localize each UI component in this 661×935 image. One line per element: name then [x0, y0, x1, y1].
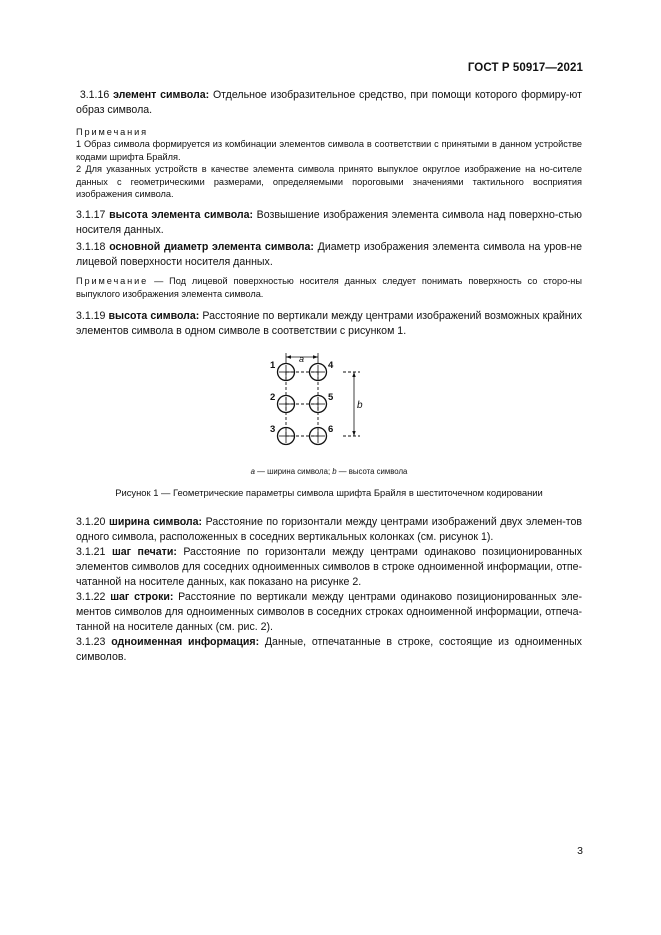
definition-text: Расстояние по горизонтали между центрами одинаково позиционированных элементов символов для соседних одноименных символов в строке одноименной информации, отпе-чатанной на носителе данных, как показано на рисунке 2. [76, 546, 582, 589]
definition-text: Возвышение изображения элемента символа над поверхно-стью носителя данных. [76, 208, 582, 236]
term: высота элемента символа: [109, 208, 254, 221]
clause-number: 3.1.18 [76, 240, 106, 253]
figure-legend [76, 467, 582, 476]
clause-number: 3.1.16 [79, 89, 110, 101]
term: шаг строки: [110, 591, 174, 604]
clause-number: 3.1.20 [76, 516, 106, 529]
dot-label-1: 1 [270, 360, 276, 372]
legend-symbol-b: b [332, 467, 337, 477]
dimension-label-a: a [299, 354, 305, 365]
clause-number: 3.1.22 [76, 591, 106, 604]
term: основной диаметр элемента символа: [109, 240, 314, 253]
term: элемент символа: [113, 89, 210, 101]
definition-3-1-21 [76, 545, 582, 590]
definition-3-1-23 [76, 635, 582, 665]
braille-cell-diagram [76, 353, 582, 461]
arrow-b-top [352, 372, 355, 377]
definition-3-1-22 [76, 590, 582, 635]
definition-text: Отдельное изобразительное средство, при помощи которого формиру-ют образ символа. [76, 89, 582, 116]
note-heading: Примечание [76, 275, 149, 286]
clause-number: 3.1.19 [76, 310, 106, 323]
term: шаг печати: [111, 546, 177, 559]
dimension-label-b: b [357, 400, 363, 412]
note-text: — Под лицевой поверхностью носителя данных следует понимать поверхность со сторо-ны выпуклого изображения элемента символа. [76, 275, 582, 299]
note-1: 1 Образ символа формируется из комбинации элементов символа в соответствии с принятыми в данном устройстве кодами шрифта Брайля. [76, 139, 582, 162]
dot-label-4: 4 [328, 360, 334, 372]
arrow-b-bottom [352, 431, 355, 436]
definition-3-1-16 [76, 88, 582, 118]
definition-3-1-18 [76, 240, 582, 270]
legend-text-b: — высота символа [336, 467, 408, 477]
definition-text: Расстояние по вертикали между центрами одинаково позиционированных элe-ментов символов для одноименных символов в соседних строках одноименной информации, отпеча-танной на носителе данных (см. рис. 2). [76, 591, 582, 634]
standard-designation: ГОСТ Р 50917—2021 [467, 62, 583, 74]
legend-symbol-a: a [250, 467, 255, 477]
dot-label-2: 2 [270, 392, 276, 404]
dot-label-5: 5 [328, 392, 334, 404]
definition-text: Диаметр изображения элемента символа на уров-не лицевой поверхности носителя данных. [76, 240, 583, 268]
definition-text: Расстояние по горизонтали между центрами изображений двух элемен-тов одного символа, расположенных в соседних вертикальных колонках (см. рисунок 1). [76, 516, 582, 544]
figure-title: Рисунок 1 — Геометрические параметры символа шрифта Брайля в шеститочечном кодировании [115, 487, 543, 499]
dot-label-3: 3 [270, 424, 276, 436]
note-2: 2 Для указанных устройств в качестве элемента символа принято выпуклое округлое изображение на но-сителе данных с геометрическими размерами, определяемыми пороговыми значениями тактильного восприятия изображения символа. [76, 164, 582, 200]
legend-text-a: — ширина символа; [254, 467, 333, 477]
definition-text: Расстояние по вертикали между центрами изображений возможных крайних элементов символа в одном символе в соответствии с рисунком 1. [76, 310, 582, 338]
note-surface [76, 275, 582, 300]
definition-3-1-17 [76, 208, 582, 238]
definition-3-1-20 [76, 515, 582, 545]
term: одноименная информация: [111, 636, 260, 649]
arrow-a-left [286, 355, 291, 358]
term: высота символа: [108, 310, 200, 323]
clause-number: 3.1.17 [76, 208, 106, 221]
definition-text: Данные, отпечатанные в строке, состоящие из одноименных символов. [76, 636, 582, 664]
dot-label-6: 6 [328, 424, 334, 436]
clause-number: 3.1.23 [76, 636, 106, 649]
term: ширина символа: [108, 516, 203, 529]
definition-3-1-19 [76, 309, 582, 339]
clause-number: 3.1.21 [76, 546, 106, 559]
page-number: 3 [577, 845, 583, 857]
figure-1 [76, 353, 582, 461]
notes-heading: Примечания [76, 127, 149, 137]
arrow-a-right [313, 355, 318, 358]
page-content [76, 88, 582, 665]
